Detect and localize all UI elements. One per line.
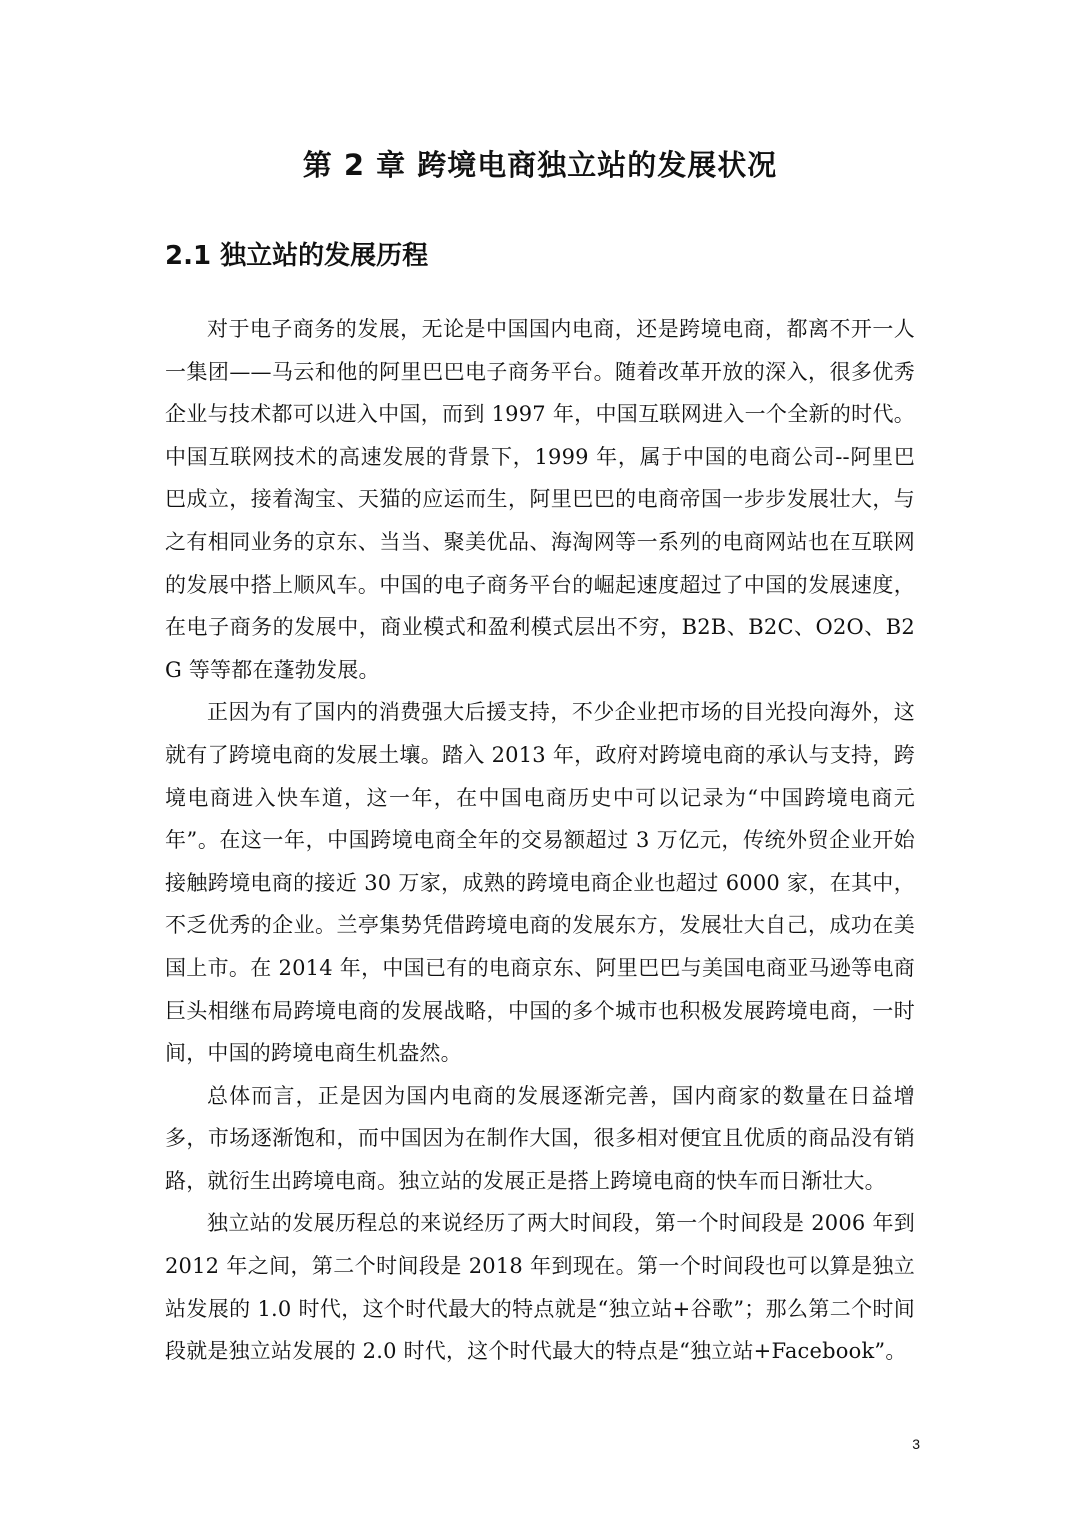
section-title: 2.1 独立站的发展历程: [165, 241, 429, 271]
page-number: 3: [912, 1436, 920, 1452]
body-text: [165, 308, 915, 1373]
paragraph: 对于电子商务的发展，无论是中国国内电商，还是跨境电商，都离不开一人一集团——马云和他的阿里巴巴电子商务平台。随着改革开放的深入，很多优秀企业与技术都可以进入中国，而到 1997 年，中国互联网进入一个全新的时代。中国互联网技术的高速发展的背景下，1999 年，属于中国的电商公司--阿里巴巴成立，接着淘宝、天猫的应运而生，阿里巴巴的电商帝国一步步发展壮大，与之有相同业务的京东、当当、聚美优品、海淘网等一系列的电商网站也在互联网的发展中搭上顺风车。中国的电子商务平台的崛起速度超过了中国的发展速度，在电子商务的发展中，商业模式和盈利模式层出不穷，B2B、B2C、O2O、B2G 等等都在蓬勃发展。: [165, 317, 915, 682]
chapter-title: 第 2 章 跨境电商独立站的发展状况: [302, 148, 778, 182]
paragraph: 正因为有了国内的消费强大后援支持，不少企业把市场的目光投向海外，这就有了跨境电商的发展土壤。踏入 2013 年，政府对跨境电商的承认与支持，跨境电商进入快车道，这一年，在中国电商历史中可以记录为“中国跨境电商元年”。在这一年，中国跨境电商全年的交易额超过 3 万亿元，传统外贸企业开始接触跨境电商的接近 30 万家，成熟的跨境电商企业也超过 6000 家，在其中，不乏优秀的企业。兰亭集势凭借跨境电商的发展东方，发展壮大自己，成功在美国上市。在 2014 年，中国已有的电商京东、阿里巴巴与美国电商亚马逊等电商巨头相继布局跨境电商的发展战略，中国的多个城市也积极发展跨境电商，一时间，中国的跨境电商生机盎然。: [165, 700, 915, 1066]
paragraph: 总体而言，正是因为国内电商的发展逐渐完善，国内商家的数量在日益增多，市场逐渐饱和，而中国因为在制作大国，很多相对便宜且优质的商品没有销路，就衍生出跨境电商。独立站的发展正是搭上跨境电商的快车而日渐壮大。: [165, 1083, 915, 1193]
paragraph: 独立站的发展历程总的来说经历了两大时间段，第一个时间段是 2006 年到 2012 年之间，第二个时间段是 2018 年到现在。第一个时间段也可以算是独立站发展的 1.0 时代，这个时代最大的特点就是“独立站+谷歌”；那么第二个时间段就是独立站发展的 2.0 时代，这个时代最大的特点是“独立站+Facebook”。: [165, 1211, 915, 1364]
